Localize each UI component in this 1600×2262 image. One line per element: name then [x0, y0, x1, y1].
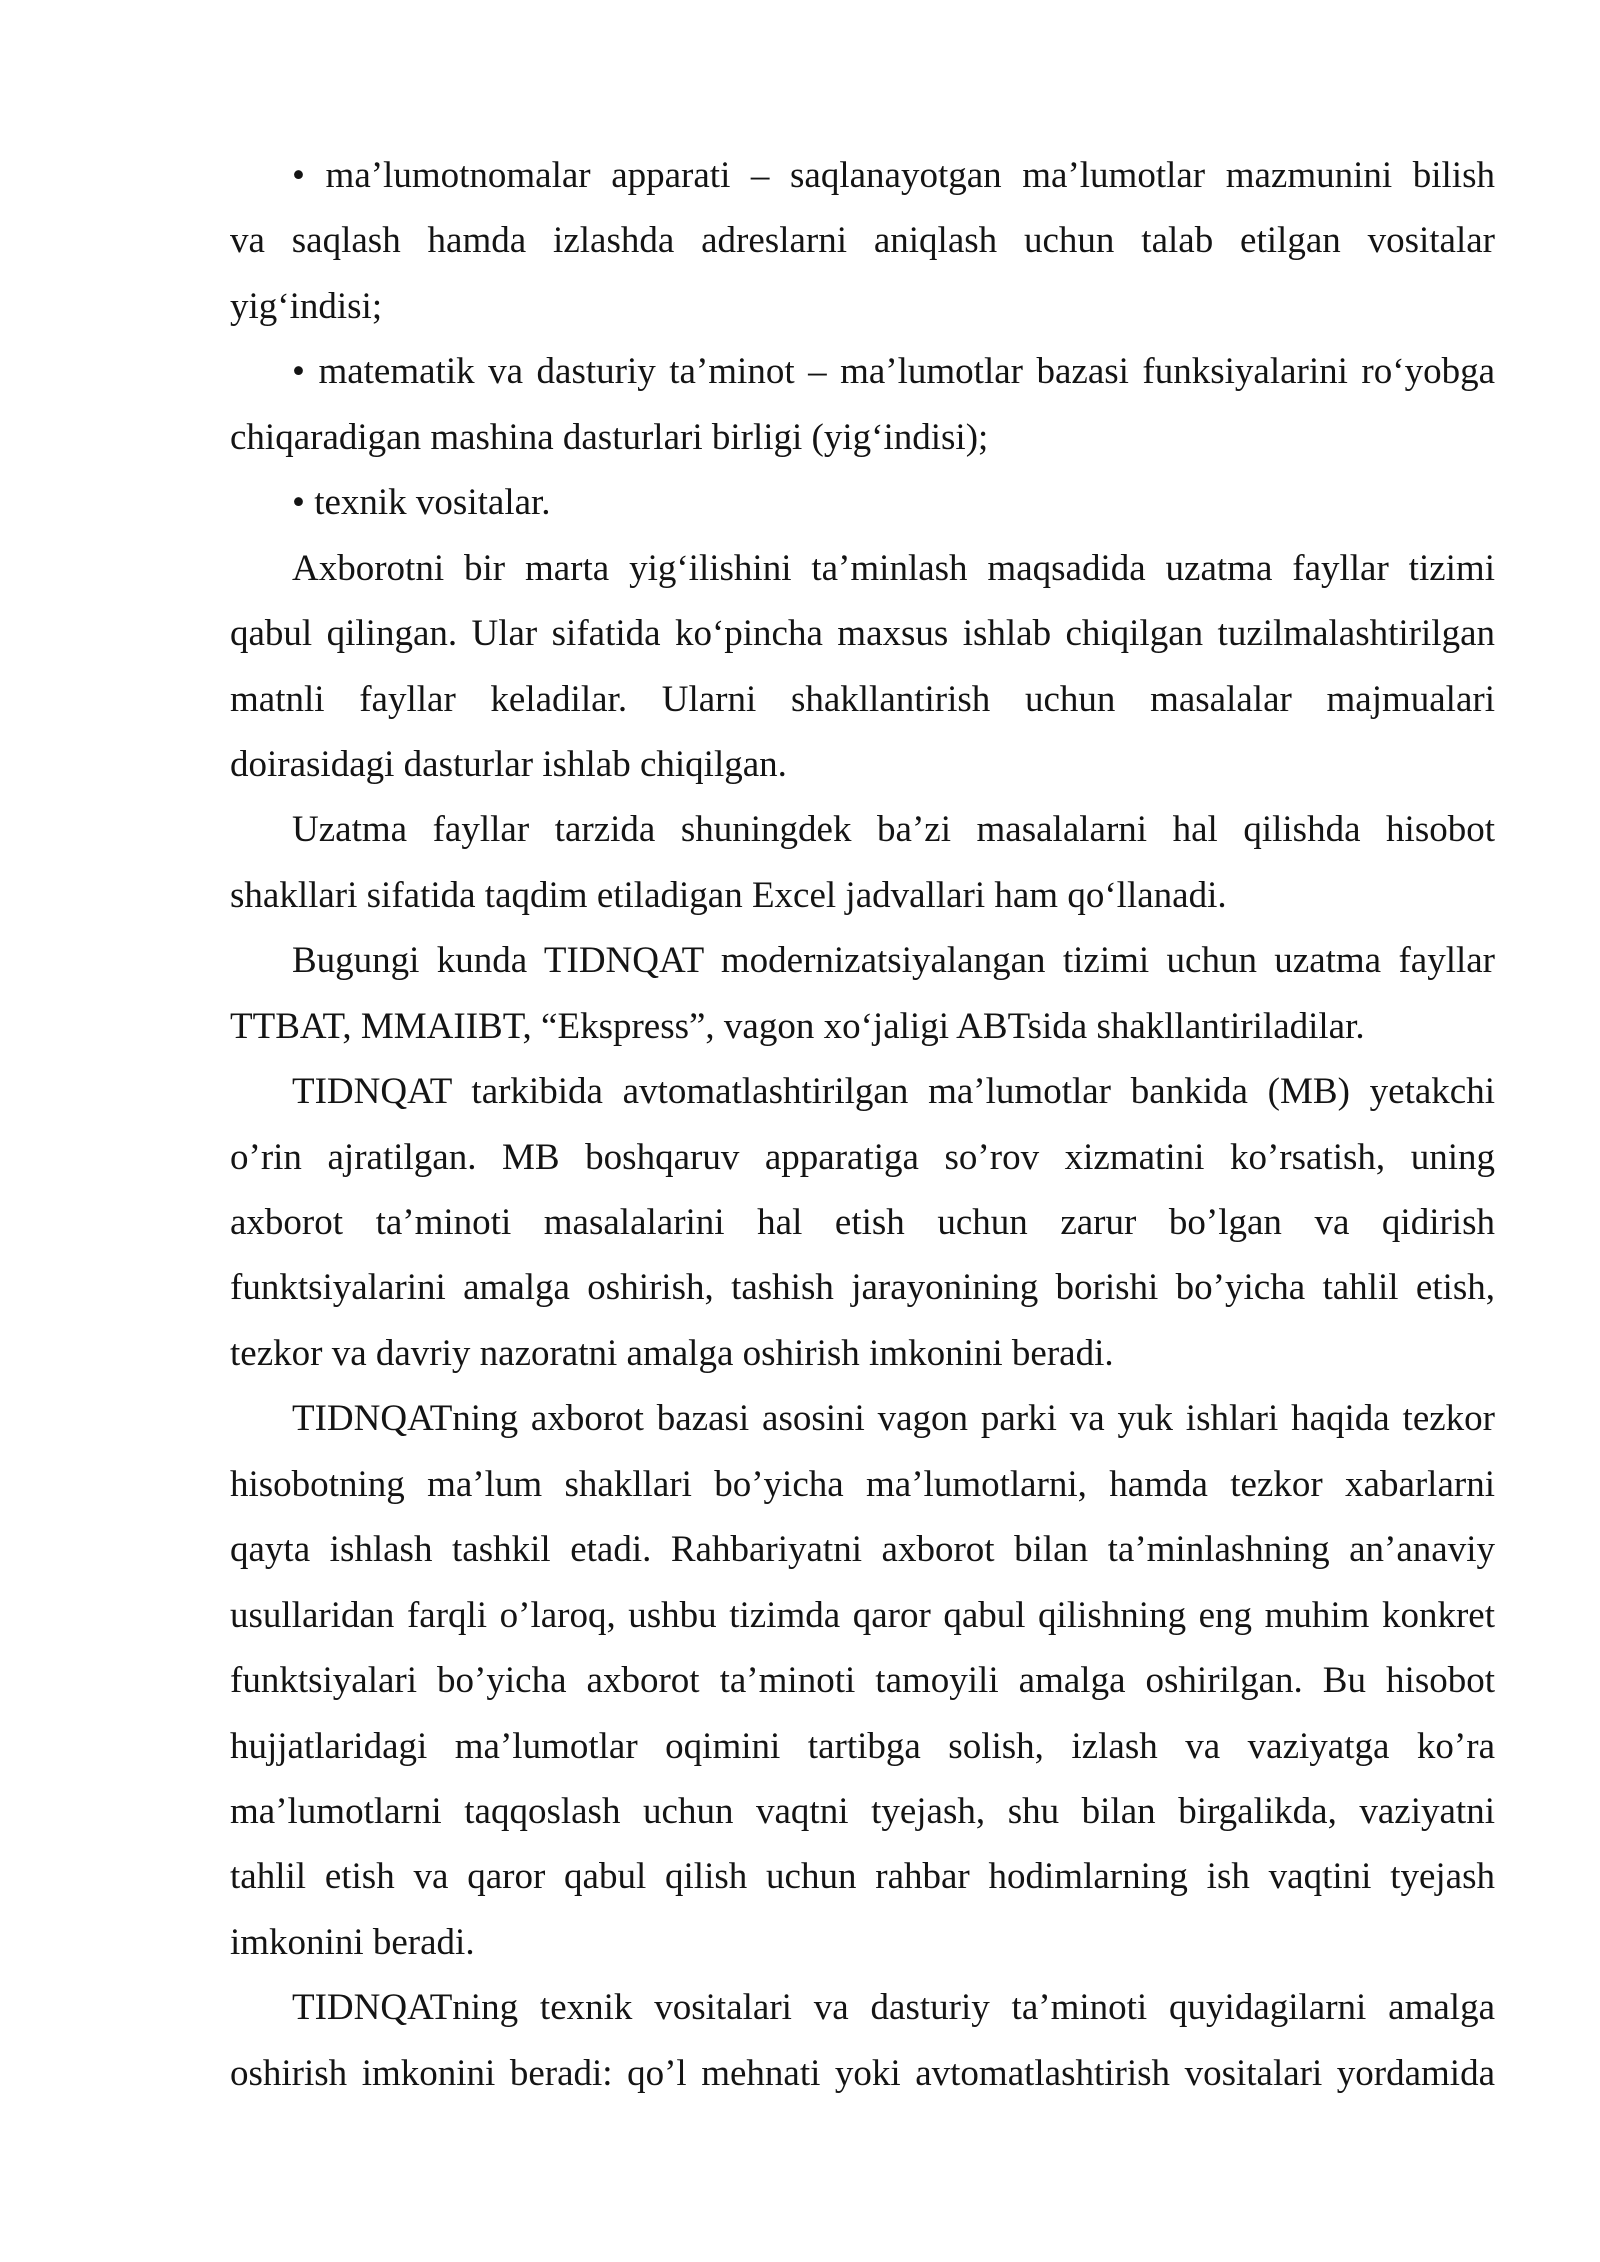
- bullet-item: [230, 470, 1495, 535]
- text-line: Axborotni bir marta yig‘ilishini ta’minlash maqsadida uzatma fayllar tizimi: [292, 547, 1495, 589]
- text-line: oshirish imkonini beradi: qo’l mehnati yoki avtomatlashtirish vositalari yordamida: [230, 2052, 1495, 2094]
- text-line: axborot ta’minoti masalalarini hal etish uchun zarur bo’lgan va qidirish: [230, 1202, 1495, 1243]
- text-line: chiqaradigan mashina dasturlari birligi (yig‘indisi);: [230, 416, 989, 458]
- text-line: tezkor va davriy nazoratni amalga oshirish imkonini beradi.: [230, 1332, 1114, 1374]
- text-line: TIDNQAT tarkibida avtomatlashtirilgan ma’lumotlar bankida (MB) yetakchi: [292, 1071, 1495, 1113]
- text-line: va saqlash hamda izlashda adreslarni aniqlash uchun talab etilgan vositalar: [230, 220, 1495, 262]
- text-line: • texnik vositalar.: [292, 482, 551, 524]
- text-line: shakllari sifatida taqdim etiladigan Excel jadvallari ham qo‘llanadi.: [230, 874, 1227, 916]
- bullet-item: [230, 143, 1495, 339]
- text-line: qabul qilingan. Ular sifatida ko‘pincha maxsus ishlab chiqilgan tuzilmalashtirilgan: [230, 613, 1495, 655]
- text-line: o’rin ajratilgan. MB boshqaruv apparatiga so’rov xizmatini ko’rsatish, uning: [230, 1136, 1495, 1178]
- text-line: TIDNQATning texnik vositalari va dasturiy ta’minoti quyidagilarni amalga: [292, 1987, 1495, 2029]
- text-line: doirasidagi dasturlar ishlab chiqilgan.: [230, 743, 787, 785]
- text-line: tahlil etish va qaror qabul qilish uchun rahbar hodimlarning ish vaqtini tyejash: [230, 1856, 1495, 1898]
- text-line: Bugungi kunda TIDNQAT modernizatsiyalangan tizimi uchun uzatma fayllar: [292, 940, 1495, 982]
- paragraph: [230, 797, 1495, 928]
- text-line: usullaridan farqli o’laroq, ushbu tizimda qaror qabul qilishning eng muhim konkret: [230, 1594, 1495, 1636]
- text-line: ma’lumotlarni taqqoslash uchun vaqtni tyejash, shu bilan birgalikda, vaziyatni: [230, 1790, 1495, 1832]
- paragraph: [230, 1386, 1495, 1975]
- paragraph: [230, 536, 1495, 798]
- paragraph: [230, 1059, 1495, 1386]
- text-line: • ma’lumotnomalar apparati – saqlanayotgan ma’lumotlar mazmunini bilish: [292, 155, 1495, 196]
- text-line: funktsiyalarini amalga oshirish, tashish jarayonining borishi bo’yicha tahlil etish,: [230, 1267, 1495, 1309]
- text-line: matnli fayllar keladilar. Ularni shakllantirish uchun masalalar majmualari: [230, 678, 1495, 720]
- text-line: • matematik va dasturiy ta’minot – ma’lumotlar bazasi funksiyalarini ro‘yobga: [292, 351, 1495, 393]
- paragraph: [230, 928, 1495, 1059]
- paragraph: [230, 1975, 1495, 2106]
- text-line: qayta ishlash tashkil etadi. Rahbariyatni axborot bilan ta’minlashning an’anaviy: [230, 1529, 1495, 1571]
- text-line: imkonini beradi.: [230, 1921, 475, 1963]
- document-body: [230, 143, 1495, 2106]
- text-line: TIDNQATning axborot bazasi asosini vagon parki va yuk ishlari haqida tezkor: [292, 1398, 1495, 1440]
- text-line: hujjatlaridagi ma’lumotlar oqimini tartibga solish, izlash va vaziyatga ko’ra: [230, 1725, 1495, 1767]
- text-line: funktsiyalari bo’yicha axborot ta’minoti tamoyili amalga oshirilgan. Bu hisobot: [230, 1660, 1495, 1702]
- text-line: Uzatma fayllar tarzida shuningdek ba’zi masalalarni hal qilishda hisobot: [292, 809, 1495, 851]
- text-line: yig‘indisi;: [230, 285, 383, 327]
- text-line: TTBAT, MMAIIBT, “Ekspress”, vagon xo‘jaligi ABTsida shakllantiriladilar.: [230, 1005, 1365, 1047]
- bullet-item: [230, 339, 1495, 470]
- text-line: hisobotning ma’lum shakllari bo’yicha ma’lumotlarni, hamda tezkor xabarlarni: [230, 1463, 1495, 1505]
